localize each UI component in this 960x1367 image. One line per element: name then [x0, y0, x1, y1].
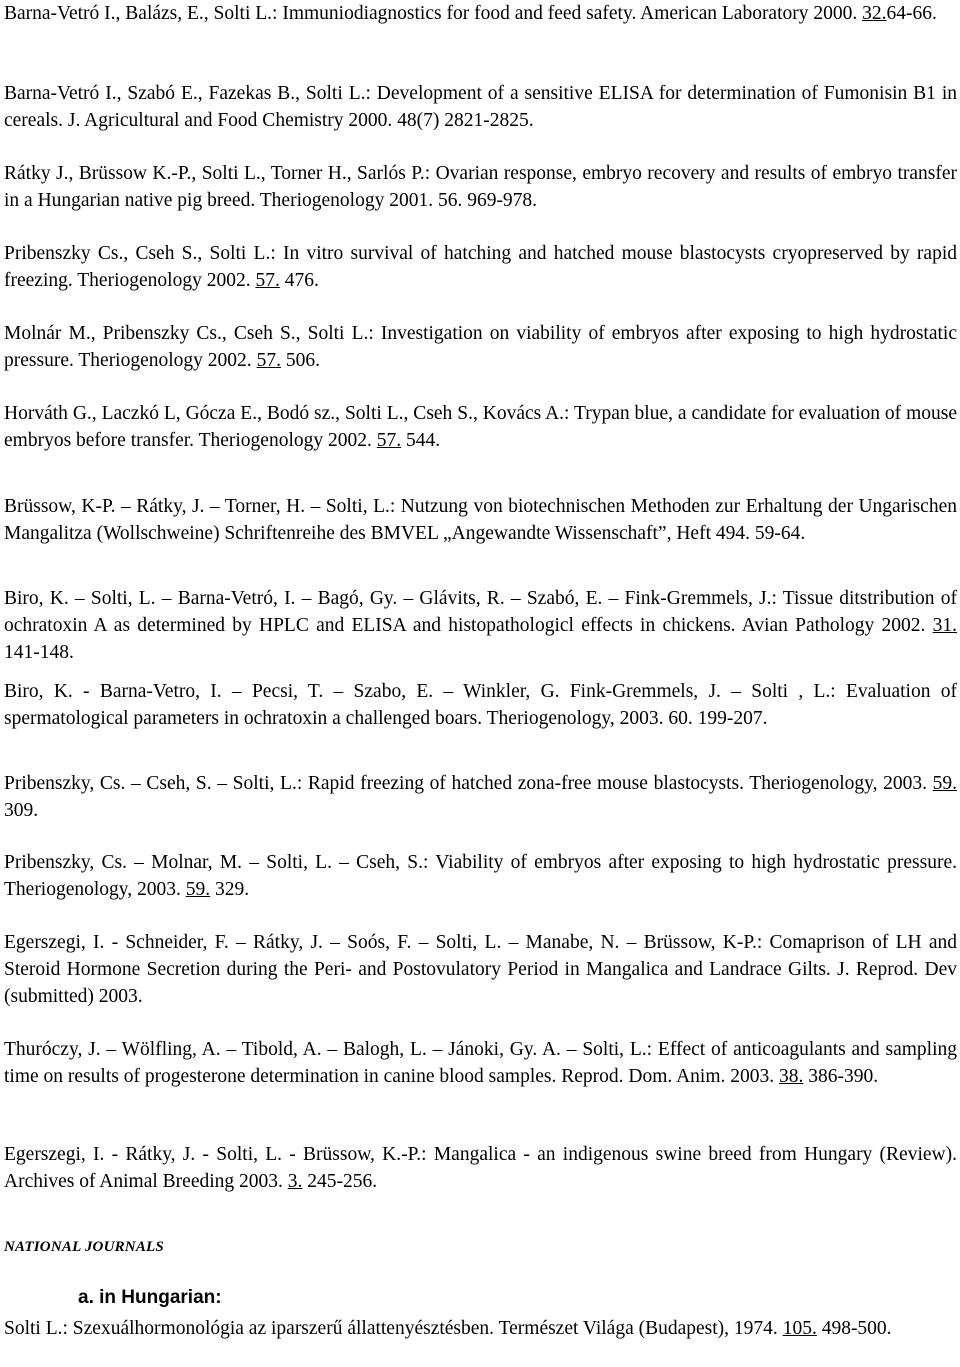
reference-text: Biro, K. - Barna-Vetro, I. – Pecsi, T. – Szabo, E. – Winkler, G. Fink-Gremmels, J. – Solti , L.: Evaluation of spermatological parameters in ochratoxin a challenged boars. Theriogenology, 2003. 60. 199-207.	[4, 681, 957, 729]
volume-number: 59.	[185, 879, 211, 900]
reference-text: 476.	[279, 270, 319, 291]
volume-number: 31.	[932, 615, 957, 636]
reference-text: 309.	[4, 800, 39, 821]
reference-text: 329.	[210, 879, 250, 900]
reference-entry-4	[4, 240, 957, 294]
volume-number: 57.	[256, 350, 281, 371]
reference-text: Barna-Vetró I., Balázs, E., Solti L.: Immuniodiagnostics for food and feed safety. American Laboratory 2000.	[4, 3, 863, 24]
reference-text: Barna-Vetró I., Szabó E., Fazekas B., Solti L.: Development of a sensitive ELISA for determination of Fumonisin B1 in cereals. J. Agricultural and Food Chemistry 2000. 48(7) 2821-2825.	[4, 83, 957, 131]
volume-number: 3.	[287, 1171, 303, 1192]
reference-text: 386-390.	[803, 1066, 879, 1087]
reference-entry-2	[4, 80, 957, 134]
reference-text: 544.	[401, 430, 441, 451]
reference-entry-6	[4, 400, 957, 454]
national-reference-entry-1	[4, 1315, 957, 1342]
volume-number: 57.	[255, 270, 280, 291]
reference-text: Brüssow, K-P. – Rátky, J. – Torner, H. – Solti, L.: Nutzung von biotechnischen Methoden zur Erhaltung der Ungarischen Mangalitza (Wollschweine) Schriftenreihe des BMVEL „Angewandte Wissenschaft”, Heft 494. 59-64.	[4, 496, 957, 544]
reference-entry-9	[4, 678, 957, 732]
reference-text: Pribenszky, Cs. – Molnar, M. – Solti, L. – Cseh, S.: Viability of embryos after exposing to high hydrostatic pressure. Theriogenology, 2003.	[4, 852, 957, 900]
reference-text: 498-500.	[816, 1318, 892, 1339]
reference-text: 64-66.	[886, 3, 937, 24]
volume-number: 105.	[782, 1318, 817, 1339]
reference-text: Horváth G., Laczkó L, Gócza E., Bodó sz., Solti L., Cseh S., Kovács A.: Trypan blue, a candidate for evaluation of mouse embryos before transfer. Theriogenology 2002.	[4, 403, 957, 451]
reference-entry-3	[4, 160, 957, 214]
reference-entry-8	[4, 585, 957, 666]
reference-text: 245-256.	[302, 1171, 378, 1192]
volume-number: 38.	[778, 1066, 804, 1087]
reference-text: 141-148.	[4, 642, 74, 663]
volume-number: 59.	[932, 773, 957, 794]
reference-entry-1	[4, 0, 957, 27]
reference-text: 506.	[280, 350, 320, 371]
volume-number: 32.	[862, 3, 887, 24]
reference-entry-13	[4, 1036, 957, 1090]
reference-text: Egerszegi, I. - Rátky, J. - Solti, L. - Brüssow, K.-P.: Mangalica - an indigenous swine breed from Hungary (Review). Archives of Animal Breeding 2003.	[4, 1144, 957, 1192]
sub-heading: a. in Hungarian:	[78, 1287, 222, 1308]
reference-entry-11	[4, 849, 957, 903]
section-heading: NATIONAL JOURNALS	[4, 1239, 164, 1255]
reference-entry-14	[4, 1141, 957, 1195]
reference-text: Solti L.: Szexuálhormonológia az iparszerű állattenyésztésben. Természet Világa (Budapest), 1974.	[4, 1318, 783, 1339]
reference-text: Biro, K. – Solti, L. – Barna-Vetró, I. – Bagó, Gy. – Glávits, R. – Szabó, E. – Fink-Gremmels, J.: Tissue ditstribution of ochratoxin A as determined by HPLC and ELISA and histopathologicl effects in chickens. Avian Pathology 2002.	[4, 588, 957, 636]
reference-entry-5	[4, 320, 957, 374]
reference-text: Pribenszky, Cs. – Cseh, S. – Solti, L.: Rapid freezing of hatched zona-free mouse blastocysts. Theriogenology, 2003.	[4, 773, 933, 794]
reference-entry-7	[4, 493, 957, 547]
volume-number: 57.	[376, 430, 402, 451]
reference-text: Thuróczy, J. – Wölfling, A. – Tibold, A. – Balogh, L. – Jánoki, Gy. A. – Solti, L.: Effect of anticoagulants and sampling time on results of progesterone determination in canine blood samples. Reprod. Dom. Anim. 2003.	[4, 1039, 957, 1087]
reference-text: Molnár M., Pribenszky Cs., Cseh S., Solti L.: Investigation on viability of embryos after exposing to high hydrostatic pressure. Theriogenology 2002.	[4, 323, 957, 371]
reference-entry-12	[4, 929, 957, 1010]
reference-text: Rátky J., Brüssow K.-P., Solti L., Torner H., Sarlós P.: Ovarian response, embryo recovery and results of embryo transfer in a Hungarian native pig breed. Theriogenology 2001. 56. 969-978.	[4, 163, 957, 211]
reference-text: Egerszegi, I. - Schneider, F. – Rátky, J. – Soós, F. – Solti, L. – Manabe, N. – Brüssow, K-P.: Comaprison of LH and Steroid Hormone Secretion during the Peri- and Postovulatory Period in Mangalica and Landrace Gilts. J. Reprod. Dev (submitted) 2003.	[4, 932, 957, 1007]
reference-text: Pribenszky Cs., Cseh S., Solti L.: In vitro survival of hatching and hatched mouse blastocysts cryopreserved by rapid freezing. Theriogenology 2002.	[4, 243, 957, 291]
reference-entry-10	[4, 770, 957, 824]
